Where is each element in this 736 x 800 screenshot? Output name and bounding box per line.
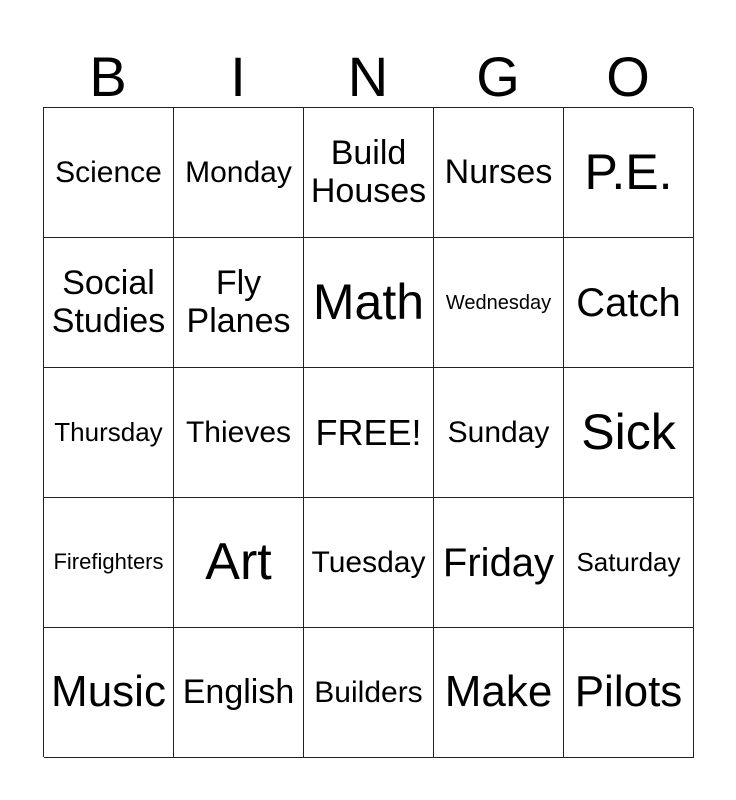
bingo-cell-r1-c2[interactable]: Monday — [174, 108, 304, 238]
bingo-cell-r1-c4[interactable]: Nurses — [434, 108, 564, 238]
bingo-cell-r2-c1[interactable]: Social Studies — [44, 238, 174, 368]
bingo-cell-r5-c5[interactable]: Pilots — [564, 628, 694, 758]
header-letter-g: G — [476, 45, 520, 108]
bingo-cell-r1-c3[interactable]: Build Houses — [304, 108, 434, 238]
bingo-cell-r2-c3[interactable]: Math — [304, 238, 434, 368]
bingo-cell-r3-c4[interactable]: Sunday — [434, 368, 564, 498]
header-letter-b: B — [89, 45, 127, 108]
bingo-cell-r1-c1[interactable]: Science — [44, 108, 174, 238]
bingo-cell-r2-c2[interactable]: Fly Planes — [174, 238, 304, 368]
header-letter-n: N — [347, 45, 389, 108]
bingo-cell-r5-c4[interactable]: Make — [434, 628, 564, 758]
bingo-cell-r3-c3[interactable]: FREE! — [304, 368, 434, 498]
header-letter-i: I — [230, 45, 246, 108]
bingo-cell-r4-c2[interactable]: Art — [174, 498, 304, 628]
bingo-cell-r3-c2[interactable]: Thieves — [174, 368, 304, 498]
header-letter-o: O — [606, 45, 650, 108]
bingo-cell-r3-c1[interactable]: Thursday — [44, 368, 174, 498]
bingo-cell-r5-c3[interactable]: Builders — [304, 628, 434, 758]
bingo-board — [43, 107, 693, 757]
bingo-cell-r4-c3[interactable]: Tuesday — [304, 498, 434, 628]
bingo-cell-r4-c4[interactable]: Friday — [434, 498, 564, 628]
bingo-cell-r1-c5[interactable]: P.E. — [564, 108, 694, 238]
bingo-cell-r3-c5[interactable]: Sick — [564, 368, 694, 498]
bingo-cell-r4-c1[interactable]: Firefighters — [44, 498, 174, 628]
bingo-cell-r5-c1[interactable]: Music — [44, 628, 174, 758]
bingo-cell-r2-c4[interactable]: Wednesday — [434, 238, 564, 368]
bingo-cell-r2-c5[interactable]: Catch — [564, 238, 694, 368]
bingo-cell-r4-c5[interactable]: Saturday — [564, 498, 694, 628]
bingo-header — [43, 44, 693, 106]
bingo-cell-r5-c2[interactable]: English — [174, 628, 304, 758]
